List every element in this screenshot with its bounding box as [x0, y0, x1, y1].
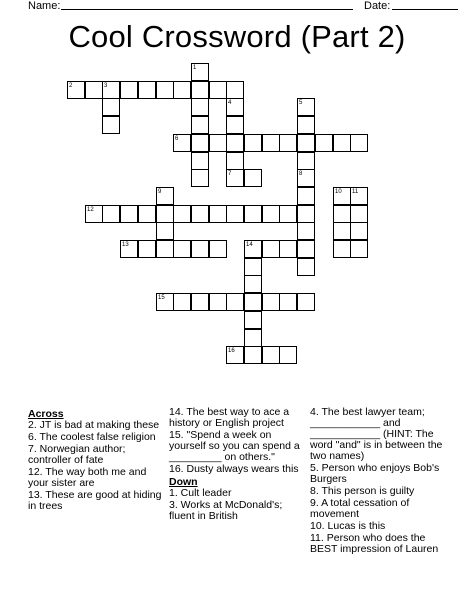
grid-cell[interactable] — [138, 240, 156, 258]
grid-cell[interactable] — [244, 293, 262, 311]
grid-cell[interactable] — [85, 81, 103, 99]
grid-cell[interactable] — [191, 240, 209, 258]
name-label: Name: — [28, 0, 61, 12]
grid-cell[interactable] — [297, 98, 315, 116]
grid-cell[interactable] — [156, 205, 174, 223]
grid-cell[interactable] — [156, 222, 174, 240]
grid-cell[interactable] — [350, 187, 368, 205]
grid-cell[interactable] — [209, 293, 227, 311]
clue-text: 16. Dusty always wears this — [169, 463, 299, 475]
grid-cell[interactable] — [297, 258, 315, 276]
grid-cell[interactable] — [244, 329, 262, 347]
grid-cell[interactable] — [173, 205, 191, 223]
grid-cell[interactable] — [244, 258, 262, 276]
clue-number: 16 — [228, 348, 235, 354]
grid-cell[interactable] — [156, 187, 174, 205]
grid-cell[interactable] — [226, 169, 244, 187]
grid-cell[interactable] — [279, 346, 297, 364]
grid-cell[interactable] — [262, 134, 280, 152]
grid-cell[interactable] — [138, 81, 156, 99]
grid-cell[interactable] — [333, 240, 351, 258]
grid-cell[interactable] — [333, 187, 351, 205]
grid-cell[interactable] — [297, 293, 315, 311]
clue-text: 6. The coolest false religion — [28, 431, 156, 443]
grid-cell[interactable] — [191, 63, 209, 81]
clue-number: 15 — [158, 295, 165, 301]
clue-text: 2. JT is bad at making these — [28, 419, 160, 431]
grid-cell[interactable] — [120, 240, 138, 258]
grid-cell[interactable] — [279, 293, 297, 311]
grid-cell[interactable] — [173, 293, 191, 311]
clue-text: 11. Person who does the BEST impression of Lauren — [310, 532, 439, 555]
grid-cell[interactable] — [156, 240, 174, 258]
clues-column-2 — [169, 407, 304, 523]
grid-cell[interactable] — [226, 152, 244, 170]
clue-number: 14 — [246, 242, 253, 248]
grid-cell[interactable] — [262, 293, 280, 311]
grid-cell[interactable] — [120, 205, 138, 223]
clues-column-3 — [310, 407, 448, 556]
grid-cell[interactable] — [226, 98, 244, 116]
grid-cell[interactable] — [209, 205, 227, 223]
clue-number: 8 — [299, 171, 303, 177]
clue-text: 9. A total cessation of movement — [310, 497, 410, 520]
grid-cell[interactable] — [297, 222, 315, 240]
grid-cell[interactable] — [102, 81, 120, 99]
grid-cell[interactable] — [173, 240, 191, 258]
grid-cell[interactable] — [297, 134, 315, 152]
grid-cell[interactable] — [191, 134, 209, 152]
grid-cell[interactable] — [244, 205, 262, 223]
clue-number: 5 — [299, 100, 303, 106]
grid-cell[interactable] — [297, 205, 315, 223]
grid-cell[interactable] — [279, 134, 297, 152]
grid-cell[interactable] — [333, 222, 351, 240]
grid-cell[interactable] — [156, 293, 174, 311]
clue-number: 12 — [87, 207, 94, 213]
grid-cell[interactable] — [262, 346, 280, 364]
clue-number: 3 — [104, 83, 108, 89]
grid-cell[interactable] — [102, 98, 120, 116]
clue-text: 7. Norwegian author; controller of fate — [28, 443, 126, 466]
grid-cell[interactable] — [297, 152, 315, 170]
grid-cell[interactable] — [315, 134, 333, 152]
grid-cell[interactable] — [209, 240, 227, 258]
grid-cell[interactable] — [226, 293, 244, 311]
grid-cell[interactable] — [297, 240, 315, 258]
clues-column-1 — [28, 407, 163, 513]
grid-cell[interactable] — [244, 346, 262, 364]
grid-cell[interactable] — [262, 205, 280, 223]
grid-cell[interactable] — [191, 169, 209, 187]
grid-cell[interactable] — [191, 205, 209, 223]
page-title: Cool Crossword (Part 2) — [68, 19, 406, 54]
grid-cell[interactable] — [350, 222, 368, 240]
grid-cell[interactable] — [191, 152, 209, 170]
clue-number: 11 — [352, 189, 359, 195]
grid-cell[interactable] — [226, 134, 244, 152]
grid-cell[interactable] — [297, 187, 315, 205]
grid-cell[interactable] — [226, 346, 244, 364]
grid-cell[interactable] — [244, 275, 262, 293]
clue-text: 15. "Spend a week on yourself so you can spend a _________ on others." — [169, 429, 300, 463]
clue-text: 12. The way both me and your sister are — [28, 466, 147, 489]
clue-section-heading: Across — [28, 408, 64, 420]
clue-text: 4. The best lawyer team; ____________ and ____________ (HINT: The word "and" is in between the two names) — [310, 406, 443, 462]
clue-number: 13 — [122, 242, 129, 248]
grid-cell[interactable] — [191, 116, 209, 134]
grid-cell[interactable] — [191, 81, 209, 99]
grid-cell[interactable] — [226, 205, 244, 223]
grid-cell[interactable] — [350, 240, 368, 258]
grid-cell[interactable] — [138, 205, 156, 223]
grid-cell[interactable] — [333, 205, 351, 223]
grid-cell[interactable] — [102, 116, 120, 134]
clue-text: 5. Person who enjoys Bob's Burgers — [310, 462, 440, 485]
clue-number: 1 — [193, 65, 197, 71]
grid-cell[interactable] — [244, 311, 262, 329]
clue-number: 9 — [158, 189, 162, 195]
grid-cell[interactable] — [350, 134, 368, 152]
date-label: Date: — [364, 0, 391, 12]
clue-number: 6 — [175, 136, 179, 142]
grid-cell[interactable] — [279, 240, 297, 258]
grid-cell[interactable] — [297, 169, 315, 187]
grid-cell[interactable] — [120, 81, 138, 99]
clue-text: 3. Works at McDonald's; fluent in British — [169, 499, 283, 522]
grid-cell[interactable] — [156, 81, 174, 99]
grid-cell[interactable] — [209, 81, 227, 99]
grid-cell[interactable] — [102, 205, 120, 223]
clue-number: 10 — [335, 189, 342, 195]
grid-cell[interactable] — [244, 240, 262, 258]
grid-cell[interactable] — [297, 116, 315, 134]
grid-cell[interactable] — [173, 134, 191, 152]
grid-cell[interactable] — [244, 169, 262, 187]
clue-text: 1. Cult leader — [169, 487, 232, 499]
grid-cell[interactable] — [173, 81, 191, 99]
grid-cell[interactable] — [191, 293, 209, 311]
grid-cell[interactable] — [85, 205, 103, 223]
grid-cell[interactable] — [279, 205, 297, 223]
grid-cell[interactable] — [350, 205, 368, 223]
clue-number: 4 — [228, 100, 232, 106]
grid-cell[interactable] — [226, 81, 244, 99]
grid-cell[interactable] — [262, 240, 280, 258]
clue-text: 14. The best way to ace a history or English project — [169, 406, 290, 429]
grid-cell[interactable] — [333, 134, 351, 152]
clue-text: 10. Lucas is this — [310, 520, 386, 532]
grid-cell[interactable] — [244, 134, 262, 152]
clue-text: 8. This person is guilty — [310, 485, 415, 497]
grid-cell[interactable] — [226, 116, 244, 134]
clue-text: 13. These are good at hiding in trees — [28, 489, 162, 512]
grid-cell[interactable] — [209, 134, 227, 152]
clue-number: 7 — [228, 171, 232, 177]
grid-cell[interactable] — [191, 98, 209, 116]
clue-number: 2 — [69, 83, 73, 89]
clue-section-heading: Down — [169, 476, 198, 488]
grid-cell[interactable] — [67, 81, 85, 99]
